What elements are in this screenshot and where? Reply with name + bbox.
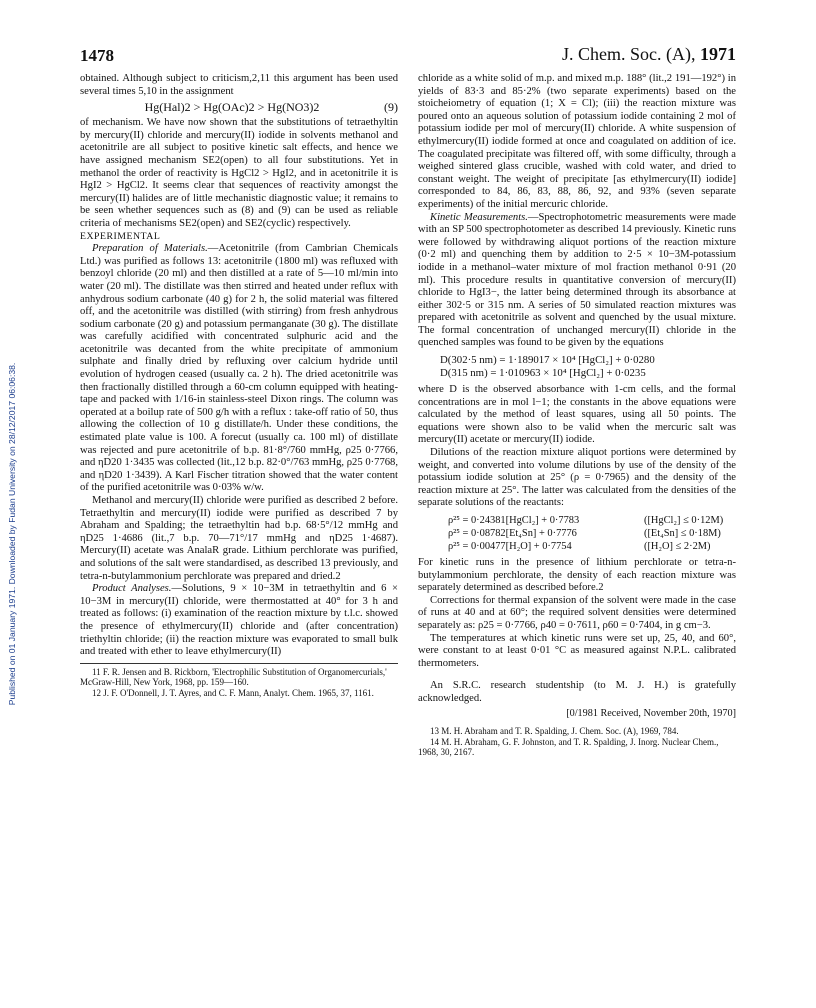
right-paragraph-5: For kinetic runs in the presence of lithium perchlorate or tetra-n-butylammonium perchlorate, the density of each reaction mixture was separately determined as described before.2 <box>418 557 736 594</box>
left-paragraph-1: obtained. Although subject to criticism,2,11 this argument has been used several times 5,10 in the assignment <box>80 73 398 97</box>
equation-9-text: Hg(Hal)2 > Hg(OAc)2 > Hg(NO3)2 <box>144 100 320 115</box>
density-equation: ρ²⁵ = 0·24381[HgCl₂] + 0·7783 <box>448 515 580 526</box>
download-watermark <box>6 210 18 860</box>
page-number: 1478 <box>80 46 114 65</box>
footnote-rule <box>80 663 398 664</box>
density-equation: ρ²⁵ = 0·08782[Et₄Sn] + 0·7776 <box>448 528 577 539</box>
footnote-14: 14 M. H. Abraham, G. F. Johnston, and T. R. Spalding, J. Inorg. Nuclear Chem., 1968, 30, 2167. <box>418 736 719 758</box>
footnote-11: 11 F. R. Jensen and B. Rickborn, 'Electrophilic Substitution of Organomercurials,' McGraw-Hill, New York, 1968, pp. 159—160. <box>80 666 387 688</box>
product-title: Product Analyses. <box>92 583 172 595</box>
journal-name: J. Chem. Soc. (A), <box>562 44 696 64</box>
preparation-title: Preparation of Materials. <box>92 243 208 255</box>
footnote-13: 13 M. H. Abraham and T. R. Spalding, J. Chem. Soc. (A), 1969, 784. <box>430 726 679 737</box>
footnote-12: 12 J. F. O'Donnell, J. T. Ayres, and C. F. Mann, Analyt. Chem. 1965, 37, 1161. <box>92 687 374 698</box>
equation-9-number: (9) <box>384 100 398 115</box>
corrections-paragraph: Corrections for thermal expansion of the solvent were made in the case of runs at 40 and at 60°; the required solvent densities were determined separately as: ρ25 = 0·7766, ρ40 = 0·7611, ρ60 = 0·7404, in g cm−3. <box>418 594 736 631</box>
density-equation-row <box>418 527 736 540</box>
right-paragraph-1: chloride as a white solid of m.p. and mixed m.p. 188° (lit.,2 191—192°) in yields of 83·3 and 85·2% (two separate experiments) based on the stoicheiometry of equation (1; X = Cl); (iii) the reaction mixture was poured onto an aqueous solution of potassium iodide containing 2 mol of potassium iodide per mol of mercury(II) chloride. A white suspension of ethylmercury(II) iodide formed at once and coagulated on addition of ice. The coagulated precipitate was filtered off, with some difficulty, through a weighed sintered glass crucible, washed with cold water, and dried to constant weight. The weight of precipitate [as ethylmercury(II) iodide] corresponded to 84, 86, 83, 88, 86, 92, and 93% (seven separate experiments) of the initial mercuric chloride. <box>418 73 736 210</box>
product-text: —Solutions, 9 × 10−3M in tetraethyltin and 6 × 10−3M in mercury(II) chloride, were thermostatted at 40° for 3 h and treated as follows: (i) examination of the reaction mixture by t.l.c. showed the presence of ethylmercury(II) chloride and (after concentration) triethyltin chloride; (ii) the reaction mixture was evaporated to small bulk and treated with ether to leave ethylmercury(II) <box>80 583 399 658</box>
density-equation: ρ²⁵ = 0·00477[H₂O] + 0·7754 <box>448 541 572 552</box>
temperatures-paragraph: The temperatures at which kinetic runs were set up, 25, 40, and 60°, were constant to at least 0·01 °C as measured against N.P.L. calibrated thermometers. <box>418 632 736 669</box>
preparation-paragraph <box>80 243 398 495</box>
left-column <box>80 73 398 699</box>
density-equations <box>418 514 736 553</box>
density-condition: ([Et₄Sn] ≤ 0·18M) <box>644 528 721 539</box>
kinetic-title: Kinetic Measurements. <box>430 211 528 223</box>
journal-year: 1971 <box>700 44 736 64</box>
right-paragraph-3: where D is the observed absorbance with 1-cm cells, and the formal concentrations are in mol l−1; the constants in the above equations were calculated by the method of least squares, using all 50 points. The equations were shown also to be valid when the mercuric salt was mercury(II) acetate or mercury(II) iodide. <box>418 384 736 446</box>
density-condition: ([HgCl₂] ≤ 0·12M) <box>644 515 724 526</box>
dilution-paragraph: Dilutions of the reaction mixture aliquot portions were determined by weight, and converted into volume dilutions by use of the density of the potassium iodide solution at 25° (ρ = 0·7965) and the density of the reaction mixture at 25°. The latter was calculated from the densities of the separate solutions of the reactants: <box>418 447 736 509</box>
purification-paragraph: Methanol and mercury(II) chloride were purified as described 2 before. Tetraethyltin and mercury(II) iodide were purified as described 7 by Abraham and Spalding; the tetraethyltin had b.p. 68·5°/12 mmHg and ηD25 1·4686 (lit.,7 b.p. 70—71°/17 mmHg and ηD25 1·4687). Mercury(II) acetate was AnalaR grade. Lithium perchlorate was purified, and solutions of the salt were standardised, as described 13 previously, and tetra-n-butylammonium perchlorate was prepared and dried.2 <box>80 495 398 582</box>
density-condition: ([H₂O] ≤ 2·2M) <box>644 541 711 552</box>
download-watermark-text: Published on 01 January 1971. Downloaded by Fudan University on 28/12/2017 06:06:38. <box>7 362 17 706</box>
kinetic-text: —Spectrophotometric measurements were made with an SP 500 spectrophotometer as described 14 previously. Kinetic runs were followed by withdrawing aliquot portions of the reaction mixture (0·2 ml) and quenching them by addition to 2·5 × 10−3M-potassium iodide in a methanol–water mixture of mol fraction methanol 0·91 (20 ml). This procedure results in quantitative conversion of mercury(II) chloride to HgI3−, the latter being determined through its absorbance at either 302·5 or 315 nm. A series of 50 simulated reaction mixtures was prepared with acetonitrile as solvent and quenched by the usual mixture. The formal concentration of unchanged mercury(II) chloride in the quenched samples was found to be given by the equations <box>418 211 736 349</box>
section-heading: EXPERIMENTAL <box>80 230 161 242</box>
absorbance-equations <box>418 354 736 380</box>
preparation-text: —Acetonitrile (from Cambrian Chemicals Ltd.) was purified as follows 13: acetonitrile (1800 ml) was refluxed with benzoyl chloride (20 ml) and then distilled at a rate of 5—10 ml/min into water (20 ml). The distillate was then stirred and heated under reflux with anhydrous sodium carbonate (40 g) for 2 h, the solid material was filtered off, and the acetonitrile was distilled (with stirring) from fresh anhydrous sodium carbonate (20 g) and potassium permanganate (30 g). The distillate was carefully acidified with concentrated sulphuric acid and the acetonitrile was decanted from the white precipitate of ammonium sulphate and finally dried by refluxing over calcium hydride until evolution of hydrogen ceased (usually ca. 2 h). The dried acetonitrile was then fractionally distilled through a 60-cm column equipped with heating-tape and packed with 1/16-in stainless-steel Dixon rings. The column was operated at a boilup rate of 500 g/h with a reflux : take-off ratio of 50, thus allowing the collection of 10 g distillate/h. Under these conditions, the estimated plate value is 100. A forecut (usually ca. 100 ml) of distillate was rejected and pure acetonitrile of b.p. 81·8°/760 mmHg, ρ25 0·7766, and ηD20 1·3435 was collected (lit.,12 b.p. 82·0°/763 mmHg, ρ25 0·7768, and ηD20 1·3439). A Karl Fischer titration showed that the water content of the purified acetonitrile was 0·03% w/w. <box>80 243 398 494</box>
kinetic-paragraph <box>418 212 736 351</box>
product-paragraph <box>80 583 398 659</box>
received-date: [0/1981 Received, November 20th, 1970] <box>566 707 736 719</box>
left-paragraph-2: of mechanism. We have now shown that the substitutions of tetraethyltin by mercury(II) chloride and mercury(II) iodide in solvents methanol and acetonitrile are all subject to positive kinetic salt effects, and hence we have assigned mechanism SE2(open) to all four substitutions. Yet in methanol the order of reactivity is HgCl2 > HgI2, and in acetonitrile it is HgI2 > HgCl2. It seems clear that sequences of reactivity amongst the mercury(II) halides are of little mechanistic diagnostic value; it remains to be seen whether sequences such as (8) and (9) can be used as reliable criteria of mechanisms SE2(open) and SE2(cyclic) respectively. <box>80 117 398 229</box>
absorbance-equation-1: D(302·5 nm) = 1·189017 × 10⁴ [HgCl₂] + 0·0280 <box>440 354 655 367</box>
journal-title <box>562 44 736 65</box>
absorbance-equation-2: D(315 nm) = 1·010963 × 10⁴ [HgCl₂] + 0·0235 <box>440 367 646 380</box>
density-equation-row <box>418 514 736 527</box>
acknowledgement: An S.R.C. research studentship (to M. J. H.) is gratefully acknowledged. <box>418 680 736 704</box>
density-equation-row <box>418 540 736 553</box>
equation-9 <box>80 100 398 115</box>
right-column <box>418 73 736 758</box>
